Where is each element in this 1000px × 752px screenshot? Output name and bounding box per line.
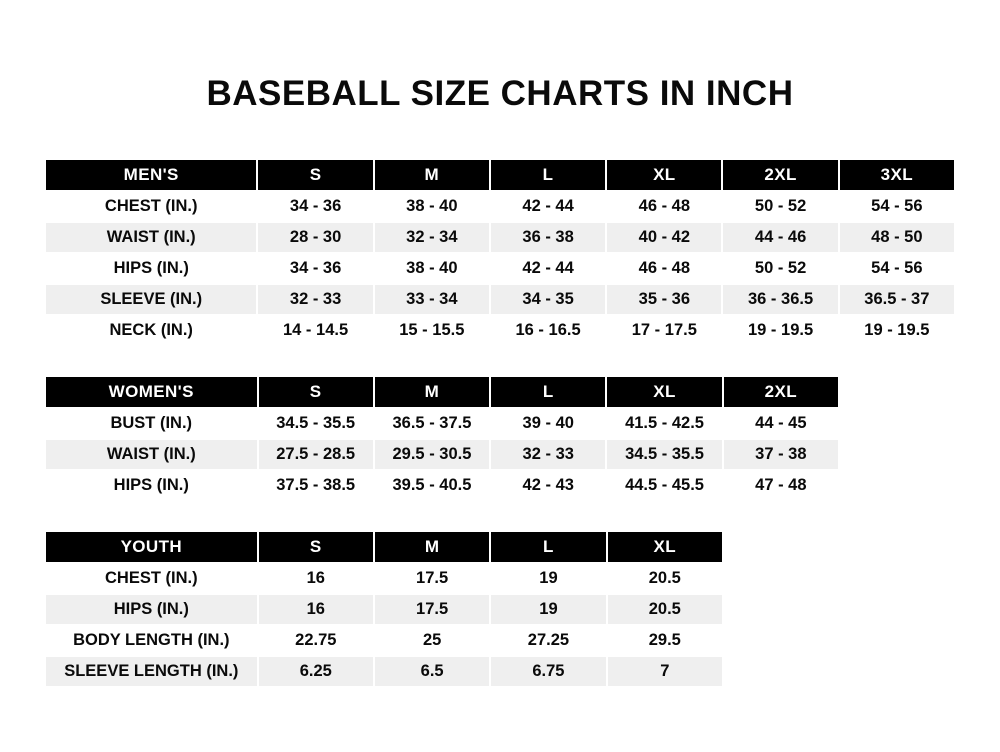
table-cell: 42 - 44: [490, 253, 606, 284]
table-cell: 34 - 35: [490, 284, 606, 315]
table-header-row: [45, 159, 955, 191]
table-cell: 42 - 44: [490, 191, 606, 222]
table-cell: 16 - 16.5: [490, 315, 606, 346]
table-cell: 19 - 19.5: [722, 315, 838, 346]
table-cell: 38 - 40: [374, 253, 490, 284]
column-header: XL: [606, 376, 722, 408]
column-header: S: [257, 159, 373, 191]
column-header: 2XL: [723, 376, 839, 408]
row-label: SLEEVE (IN.): [45, 284, 257, 315]
table-cell: 44 - 45: [723, 408, 839, 439]
table-cell: 14 - 14.5: [257, 315, 373, 346]
table-row: [45, 594, 723, 625]
row-label: CHEST (IN.): [45, 563, 258, 594]
row-label: HIPS (IN.): [45, 470, 258, 501]
mens-size-table: [44, 158, 956, 347]
table-cell: 34 - 36: [257, 191, 373, 222]
table-cell: 46 - 48: [606, 191, 722, 222]
table-cell: 50 - 52: [722, 253, 838, 284]
table-row: [45, 656, 723, 687]
table-cell: 27.25: [490, 625, 606, 656]
table-row: [45, 191, 955, 222]
row-label: WAIST (IN.): [45, 439, 258, 470]
row-label: CHEST (IN.): [45, 191, 257, 222]
table-cell: 36.5 - 37.5: [374, 408, 490, 439]
table-cell: 27.5 - 28.5: [258, 439, 374, 470]
page-title: BASEBALL SIZE CHARTS IN INCH: [206, 74, 794, 113]
table-cell: 25: [374, 625, 490, 656]
table-row: [45, 284, 955, 315]
table-cell: 42 - 43: [490, 470, 606, 501]
table-cell: 34 - 36: [257, 253, 373, 284]
table-cell: 37.5 - 38.5: [258, 470, 374, 501]
table-header-row: [45, 531, 723, 563]
table-cell: 48 - 50: [839, 222, 955, 253]
row-label: SLEEVE LENGTH (IN.): [45, 656, 258, 687]
table-cell: 39.5 - 40.5: [374, 470, 490, 501]
column-header: XL: [607, 531, 723, 563]
table-cell: 41.5 - 42.5: [606, 408, 722, 439]
table-cell: 36 - 38: [490, 222, 606, 253]
table-cell: 19: [490, 594, 606, 625]
row-label: HIPS (IN.): [45, 594, 258, 625]
table-cell: 40 - 42: [606, 222, 722, 253]
column-header: S: [258, 376, 374, 408]
youth-size-table: [44, 530, 724, 688]
column-header: M: [374, 376, 490, 408]
table-row: [45, 439, 839, 470]
table-row: [45, 253, 955, 284]
table-spacer: [44, 347, 956, 375]
table-cell: 36.5 - 37: [839, 284, 955, 315]
table-cell: 34.5 - 35.5: [258, 408, 374, 439]
column-header: WOMEN'S: [45, 376, 258, 408]
column-header: L: [490, 376, 606, 408]
table-cell: 19: [490, 563, 606, 594]
row-label: BUST (IN.): [45, 408, 258, 439]
table-cell: 47 - 48: [723, 470, 839, 501]
table-cell: 7: [607, 656, 723, 687]
table-cell: 44 - 46: [722, 222, 838, 253]
table-cell: 29.5 - 30.5: [374, 439, 490, 470]
table-cell: 16: [258, 563, 374, 594]
table-cell: 37 - 38: [723, 439, 839, 470]
table-row: [45, 625, 723, 656]
table-cell: 6.5: [374, 656, 490, 687]
column-header: MEN'S: [45, 159, 257, 191]
table-cell: 33 - 34: [374, 284, 490, 315]
table-cell: 19 - 19.5: [839, 315, 955, 346]
table-row: [45, 408, 839, 439]
table-row: [45, 563, 723, 594]
table-cell: 38 - 40: [374, 191, 490, 222]
table-row: [45, 222, 955, 253]
table-spacer: [44, 502, 956, 530]
table-cell: 20.5: [607, 563, 723, 594]
table-cell: 35 - 36: [606, 284, 722, 315]
table-cell: 17.5: [374, 594, 490, 625]
table-cell: 6.75: [490, 656, 606, 687]
column-header: L: [490, 159, 606, 191]
table-cell: 32 - 33: [490, 439, 606, 470]
column-header: S: [258, 531, 374, 563]
column-header: YOUTH: [45, 531, 258, 563]
table-row: [45, 315, 955, 346]
table-cell: 54 - 56: [839, 191, 955, 222]
table-cell: 6.25: [258, 656, 374, 687]
row-label: BODY LENGTH (IN.): [45, 625, 258, 656]
column-header: L: [490, 531, 606, 563]
charts-container: [0, 158, 1000, 688]
table-cell: 15 - 15.5: [374, 315, 490, 346]
column-header: M: [374, 159, 490, 191]
table-cell: 17.5: [374, 563, 490, 594]
row-label: NECK (IN.): [45, 315, 257, 346]
column-header: 3XL: [839, 159, 955, 191]
table-cell: 16: [258, 594, 374, 625]
womens-size-table: [44, 375, 840, 502]
table-cell: 20.5: [607, 594, 723, 625]
table-cell: 54 - 56: [839, 253, 955, 284]
column-header: 2XL: [722, 159, 838, 191]
table-cell: 44.5 - 45.5: [606, 470, 722, 501]
table-cell: 36 - 36.5: [722, 284, 838, 315]
table-cell: 39 - 40: [490, 408, 606, 439]
table-cell: 17 - 17.5: [606, 315, 722, 346]
table-row: [45, 470, 839, 501]
table-header-row: [45, 376, 839, 408]
table-cell: 29.5: [607, 625, 723, 656]
row-label: HIPS (IN.): [45, 253, 257, 284]
table-cell: 34.5 - 35.5: [606, 439, 722, 470]
table-cell: 32 - 34: [374, 222, 490, 253]
row-label: WAIST (IN.): [45, 222, 257, 253]
column-header: M: [374, 531, 490, 563]
column-header: XL: [606, 159, 722, 191]
table-cell: 50 - 52: [722, 191, 838, 222]
table-cell: 28 - 30: [257, 222, 373, 253]
table-cell: 46 - 48: [606, 253, 722, 284]
table-cell: 22.75: [258, 625, 374, 656]
table-cell: 32 - 33: [257, 284, 373, 315]
